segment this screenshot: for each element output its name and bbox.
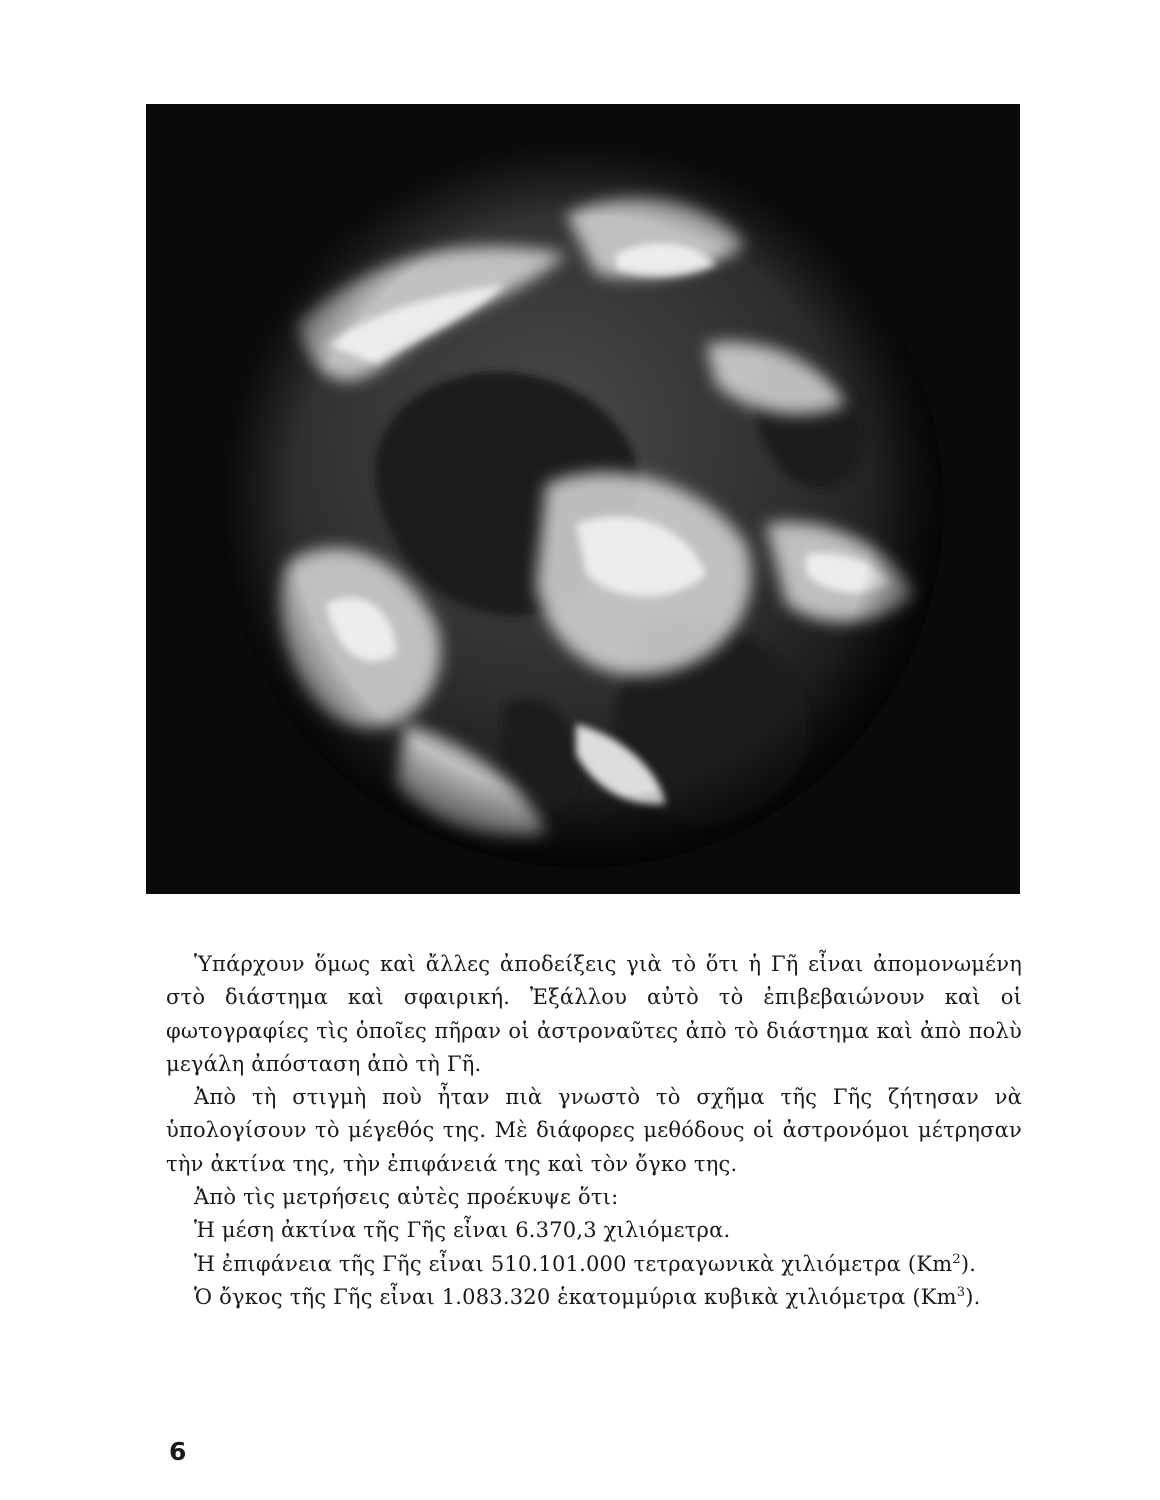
surface-unit: (Km$^2$). [907, 1251, 977, 1276]
body-text [166, 948, 1022, 1314]
surface-text: Ἡ ἐπιφάνεια τῆς Γῆς εἶναι 510.101.000 τετραγωνικὰ χιλιόμετρα [194, 1251, 902, 1276]
paragraph-surface [166, 1248, 1022, 1281]
paragraph-evidence: Ὑπάρχουν ὅμως καὶ ἄλλες ἀποδείξεις γιὰ τὸ ὅτι ἡ Γῆ εἶναι ἀπομονωμένη στὸ διάστημα καὶ σφαιρική. Ἐξάλλου αὐτὸ τὸ ἐπιβεβαιώνουν καὶ οἱ φωτογραφίες τὶς ὁποῖες πῆραν οἱ ἀστροναῦτες ἀπὸ τὸ διάστημα καὶ ἀπὸ πολὺ μεγάλη ἀπόσταση ἀπὸ τὴ Γῆ. [166, 952, 1022, 1076]
paragraph-results-intro: Ἀπὸ τὶς μετρήσεις αὐτὲς προέκυψε ὅτι: [194, 1185, 619, 1210]
paragraph-radius: Ἡ μέση ἀκτίνα τῆς Γῆς εἶναι 6.370,3 χιλιόμετρα. [194, 1218, 731, 1243]
earth-photograph [146, 104, 1020, 894]
volume-text: Ὁ ὄγκος τῆς Γῆς εἶναι 1.083.320 ἑκατομμύρια κυβικὰ χιλιόμετρα [194, 1284, 906, 1309]
page-number: 6 [169, 1437, 187, 1466]
paragraph-measurement: Ἀπὸ τὴ στιγμὴ ποὺ ἦταν πιὰ γνωστὸ τὸ σχῆμα τῆς Γῆς ζήτησαν νὰ ὑπολογίσουν τὸ μέγεθός της. Μὲ διάφορες μεθόδους οἱ ἀστρονόμοι μέτρησαν τὴν ἀκτίνα της, τὴν ἐπιφάνειά της καὶ τὸν ὄγκο της. [166, 1085, 1022, 1176]
volume-unit: (Km$^3$). [912, 1284, 981, 1309]
earth-globe-image [146, 104, 1020, 894]
paragraph-volume [166, 1281, 1022, 1314]
